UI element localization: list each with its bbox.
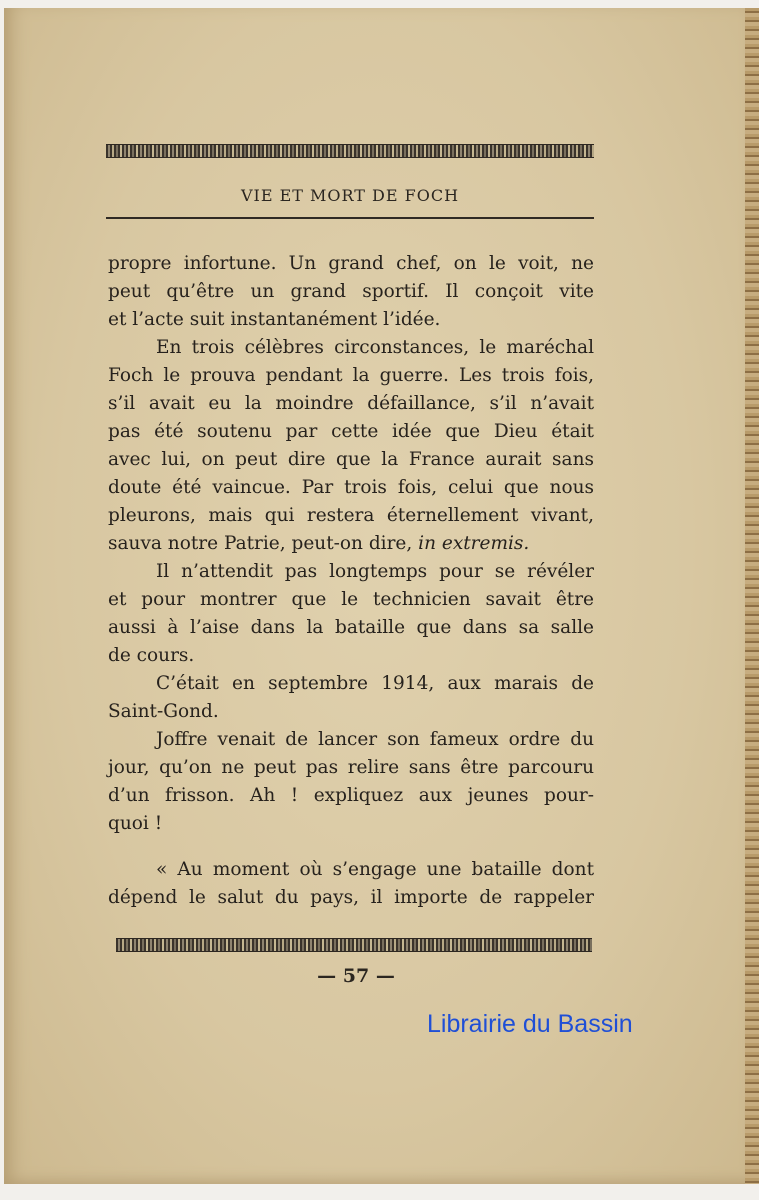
text-line: En trois célèbres circonstances, le maréchal [156, 337, 594, 358]
text-line: « Au moment où s’engage une bataille dont [156, 859, 594, 880]
text-line: dépend le salut du pays, il importe de rappeler [108, 887, 594, 908]
text-line: quoi ! [108, 813, 163, 834]
watermark: Librairie du Bassin [427, 1010, 633, 1038]
top-ornament-border [106, 144, 594, 158]
text-line: et pour montrer que le technicien savait être [108, 589, 594, 610]
text-line: pas été soutenu par cette idée que Dieu était [108, 421, 594, 442]
text-line: d’un frisson. Ah ! expliquez aux jeunes pour- [108, 785, 594, 806]
text-line: et l’acte suit instantanément l’idée. [108, 309, 441, 330]
text-segment: sauva notre Patrie, peut-on dire, [108, 533, 419, 554]
italic-phrase: in extremis. [418, 533, 530, 554]
text-line: Foch le prouva pendant la guerre. Les trois fois, [108, 365, 594, 386]
text-line: peut qu’être un grand sportif. Il conçoit vite [108, 281, 594, 302]
text-line: Joffre venait de lancer son fameux ordre du [156, 729, 594, 750]
text-line: C’était en septembre 1914, aux marais de [156, 673, 594, 694]
bottom-ornament-border [116, 938, 592, 952]
text-line: avec lui, on peut dire que la France aurait sans [108, 449, 594, 470]
text-line: propre infortune. Un grand chef, on le voit, ne [108, 253, 594, 274]
running-head: VIE ET MORT DE FOCH [240, 186, 460, 205]
header-rule [106, 217, 594, 219]
text-line: Il n’attendit pas longtemps pour se révéler [156, 561, 594, 582]
text-line [108, 530, 594, 558]
text-line: Saint-Gond. [108, 701, 219, 722]
text-line: aussi à l’aise dans la bataille que dans sa salle [108, 617, 594, 638]
text-line: s’il avait eu la moindre défaillance, s’il n’avait [108, 393, 594, 414]
page-number: — 57 — [317, 965, 395, 987]
page-edge [745, 8, 759, 1184]
body-text [108, 250, 594, 912]
text-line: pleurons, mais qui restera éternellement vivant, [108, 505, 594, 526]
text-line: de cours. [108, 645, 195, 666]
text-line: jour, qu’on ne peut pas relire sans être parcouru [108, 757, 594, 778]
text-line: doute été vaincue. Par trois fois, celui que nous [108, 477, 594, 498]
